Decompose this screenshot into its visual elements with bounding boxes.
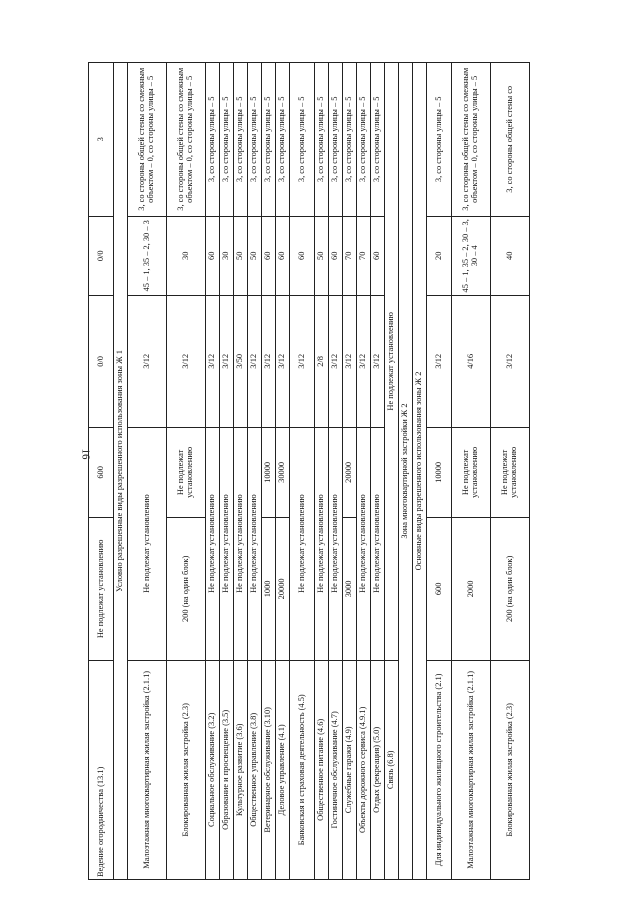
- section-title-basic: Основные виды разрешенного использования зоны Ж 2: [413, 63, 427, 880]
- section-row: [114, 63, 128, 880]
- floors: 3/12: [276, 296, 290, 428]
- table-row: [385, 63, 399, 880]
- setback: 3, со стороны улицы – 5: [329, 63, 343, 217]
- min-area: 3000: [343, 518, 357, 661]
- table-row: [343, 63, 357, 880]
- table-row: [89, 63, 114, 880]
- min-area: 1000: [262, 518, 276, 661]
- min-area: Не подлежат установлению: [89, 518, 114, 661]
- setback: 3, со стороны улицы – 5: [262, 63, 276, 217]
- min-area: 2000: [452, 518, 491, 661]
- use-name: Малоэтажная многоквартирная жилая застройка (2.1.1): [452, 660, 491, 879]
- coverage: 30: [220, 216, 234, 296]
- floors: 3/12: [491, 296, 530, 428]
- setback: 3, со стороны общей стены со смежным объектом – 0, со стороны улицы – 5: [167, 63, 206, 217]
- table-row: [167, 63, 206, 880]
- coverage: 50: [315, 216, 329, 296]
- table-row: [427, 63, 452, 880]
- max-area: Не подлежат установлению: [167, 427, 206, 517]
- area-merged: Не подлежат установлению: [234, 427, 248, 660]
- floors: 3/12: [329, 296, 343, 428]
- coverage: 45 – 1, 35 – 2, 30 – 3: [128, 216, 167, 296]
- merged-value: Не подлежат установлению: [385, 63, 399, 661]
- use-name: Связь (6.8): [385, 660, 399, 879]
- use-name: Деловое управление (4.1): [276, 660, 290, 879]
- coverage: 70: [357, 216, 371, 296]
- use-name: Блокированная жилая застройка (2.3): [167, 660, 206, 879]
- setback: 3, со стороны улицы – 5: [343, 63, 357, 217]
- floors: 2/8: [315, 296, 329, 428]
- use-name: Общественное управление (3.8): [248, 660, 262, 879]
- coverage: 60: [276, 216, 290, 296]
- coverage: 60: [329, 216, 343, 296]
- max-area: 30000: [276, 427, 290, 517]
- coverage: 60: [262, 216, 276, 296]
- setback: 3, со стороны улицы – 5: [220, 63, 234, 217]
- use-name: Отдых (рекреация) (5.0): [371, 660, 385, 879]
- coverage: 45 – 1, 35 – 2, 30 – 3, 30 – 4: [452, 216, 491, 296]
- max-area: Не подлежат установлению: [452, 427, 491, 517]
- area-merged: Не подлежат установлению: [357, 427, 371, 660]
- setback: 3, со стороны улицы – 5: [371, 63, 385, 217]
- setback: 3, со стороны улицы – 5: [290, 63, 315, 217]
- table-row: [315, 63, 329, 880]
- area-merged: Не подлежат установлению: [128, 427, 167, 660]
- area-merged: Не подлежат установлению: [329, 427, 343, 660]
- table-row: [262, 63, 276, 880]
- coverage: 60: [206, 216, 220, 296]
- use-name: Объекты дорожного сервиса (4.9.1): [357, 660, 371, 879]
- floors: 3/12: [290, 296, 315, 428]
- coverage: 0/0: [89, 216, 114, 296]
- setback: 3, со стороны улицы – 5: [276, 63, 290, 217]
- use-name: Ветеринарное обслуживание (3.10): [262, 660, 276, 879]
- table-row: [220, 63, 234, 880]
- coverage: 30: [167, 216, 206, 296]
- coverage: 20: [427, 216, 452, 296]
- min-area: 600: [427, 518, 452, 661]
- coverage: 50: [234, 216, 248, 296]
- area-merged: Не подлежат установлению: [248, 427, 262, 660]
- use-name: Для индивидуального жилищного строительства (2.1): [427, 660, 452, 879]
- zoning-table: [88, 62, 530, 880]
- use-name: Банковская и страховая деятельность (4.5): [290, 660, 315, 879]
- table-row: [371, 63, 385, 880]
- min-area: 200 (на один блок): [167, 518, 206, 661]
- rotated-table-container: [88, 62, 583, 880]
- setback: 3, со стороны улицы – 5: [315, 63, 329, 217]
- table-row: [491, 63, 530, 880]
- max-area: 600: [89, 427, 114, 517]
- section-row: [413, 63, 427, 880]
- floors: 3/12: [128, 296, 167, 428]
- coverage: 50: [248, 216, 262, 296]
- min-area: 200 (на один блок): [491, 518, 530, 661]
- setback: 3, со стороны общей стены со: [491, 63, 530, 217]
- setback: 3: [89, 63, 114, 217]
- table-row: [452, 63, 491, 880]
- floors: 3/12: [343, 296, 357, 428]
- area-merged: Не подлежат установлению: [371, 427, 385, 660]
- floors: 3/12: [248, 296, 262, 428]
- area-merged: Не подлежат установлению: [206, 427, 220, 660]
- table-row: [290, 63, 315, 880]
- coverage: 60: [371, 216, 385, 296]
- use-name: Блокированная жилая застройка (2.3): [491, 660, 530, 879]
- floors: 3/12: [220, 296, 234, 428]
- use-name: Образование и просвещение (3.5): [220, 660, 234, 879]
- max-area: Не подлежат установлению: [491, 427, 530, 517]
- use-name: Гостиничное обслуживание (4.7): [329, 660, 343, 879]
- floors: 3/12: [262, 296, 276, 428]
- use-name: Социальное обслуживание (3.2): [206, 660, 220, 879]
- section-row: [399, 63, 413, 880]
- floors: 4/16: [452, 296, 491, 428]
- area-merged: Не подлежат установлению: [315, 427, 329, 660]
- table-row: [206, 63, 220, 880]
- section-title-conditional: Условно разрешенные виды разрешенного использования зоны Ж 1: [114, 63, 128, 880]
- use-name: Ведение огородничества (13.1): [89, 660, 114, 879]
- min-area: 20000: [276, 518, 290, 661]
- floors: 3/12: [167, 296, 206, 428]
- table-row: [128, 63, 167, 880]
- setback: 3, со стороны улицы – 5: [234, 63, 248, 217]
- table-row: [329, 63, 343, 880]
- setback: 3, со стороны общей стены со смежным объектом – 0, со стороны улицы – 5: [128, 63, 167, 217]
- floors: 3/12: [427, 296, 452, 428]
- use-name: Малоэтажная многоквартирная жилая застройка (2.1.1): [128, 660, 167, 879]
- use-name: Культурное развитие (3.6): [234, 660, 248, 879]
- coverage: 40: [491, 216, 530, 296]
- setback: 3, со стороны улицы – 5: [248, 63, 262, 217]
- coverage: 60: [290, 216, 315, 296]
- table-row: [357, 63, 371, 880]
- page-number: 16: [79, 448, 92, 460]
- floors: 3/12: [206, 296, 220, 428]
- max-area: 20000: [343, 427, 357, 517]
- floors: 3/12: [357, 296, 371, 428]
- setback: 3, со стороны улицы – 5: [357, 63, 371, 217]
- coverage: 70: [343, 216, 357, 296]
- floors: 0/0: [89, 296, 114, 428]
- use-name: Служебные гаражи (4.9): [343, 660, 357, 879]
- floors: 3/50: [234, 296, 248, 428]
- table-row: [276, 63, 290, 880]
- zone-title: Зона многоквартирной застройки Ж 2: [399, 63, 413, 880]
- setback: 3, со стороны улицы – 5: [427, 63, 452, 217]
- use-name: Общественное питание (4.6): [315, 660, 329, 879]
- max-area: 10000: [427, 427, 452, 517]
- floors: 3/12: [371, 296, 385, 428]
- table-row: [234, 63, 248, 880]
- setback: 3, со стороны улицы – 5: [206, 63, 220, 217]
- area-merged: Не подлежат установлению: [290, 427, 315, 660]
- max-area: 10000: [262, 427, 276, 517]
- setback: 3, со стороны общей стены со смежным объектом – 0, со стороны улицы – 5: [452, 63, 491, 217]
- area-merged: Не подлежат установлению: [220, 427, 234, 660]
- table-row: [248, 63, 262, 880]
